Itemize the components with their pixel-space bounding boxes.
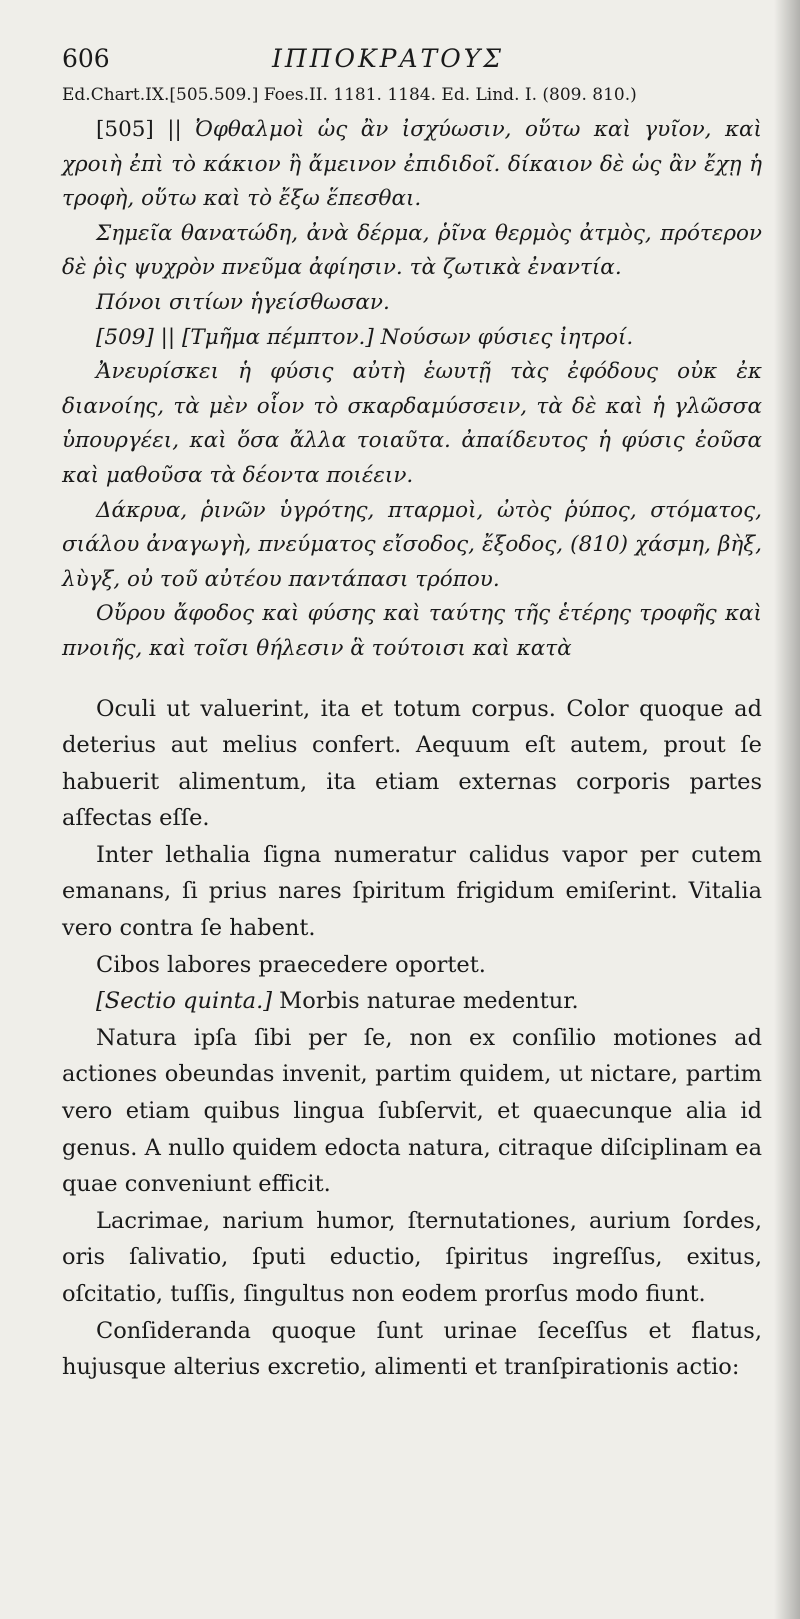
greek-paragraph: Δάκρυα, ῥινῶν ὑγρότης, πταρμοὶ, ὠτὸς ῥύπος, στόματος, σιάλου ἀναγωγὴ, πνεύματος εἴσοδος, ἔξοδος, (810) χάσμη, βὴξ, λὺγξ, οὐ τοῦ αὐτέου παντάπασι τρόπου. [62, 497, 762, 592]
greek-sentence: Νούσων φύσιες ἰητροί. [380, 324, 634, 350]
latin-sentence: Morbis naturae medentur. [279, 988, 579, 1015]
running-title: ΙΠΠΟΚΡΑΤΟΥΣ [272, 44, 504, 73]
greek-paragraph [62, 113, 762, 217]
section-marker: [505] || [96, 117, 182, 142]
latin-paragraph: Inter lethalia ſigna numeratur calidus vapor per cutem emanans, ſi prius nares ſpiritum frigidum emiſerint. Vitalia vero contra ſe habent. [62, 841, 762, 942]
latin-paragraph: Oculi ut valuerint, ita et totum corpus. Color quoque ad deterius aut melius confert. Aequum eſt autem, prout ſe habuerit alimentum, ita etiam externas corporis partes aſfectas eſſe. [62, 695, 762, 832]
greek-paragraph: Πόνοι σιτίων ἡγείσθωσαν. [96, 289, 390, 315]
greek-sentence: Ὀφθαλμοὶ ὡς ἂν ἰσχύωσιν, οὕτω καὶ γυῖον, καὶ χροιὴ ἐπὶ τὸ κάκιον ἢ ἄμεινον ἐπιδιδοῖ. δίκαιον δὲ ὡς ἂν ἔχῃ ἡ τροφὴ, οὕτω καὶ τὸ ἔξω ἕπεσθαι. [62, 117, 762, 212]
latin-paragraph: Lacrimae, narium humor, ſternutationes, aurium ſordes, oris ſalivatio, ſputi eductio, ſpiritus ingreſſus, exitus, oſcitatio, tuſſis, ſingultus non eodem prorſus modo fiunt. [62, 1207, 762, 1307]
page-header [62, 44, 762, 73]
page-number: 606 [62, 44, 110, 73]
greek-text [62, 113, 762, 667]
greek-paragraph: Σημεῖα θανατώδη, ἀνὰ δέρμα, ῥῖνα θερμὸς ἀτμὸς, πρότερον δὲ ῥὶς ψυχρὸν πνεῦμα ἀφίησιν. τὰ ζωτικὰ ἐναντία. [62, 220, 762, 281]
section-marker: [509] || [Τμῆμα πέμπτον.] [96, 324, 374, 350]
section-marker: [Sectio quinta.] [96, 988, 273, 1015]
greek-paragraph: Οὔρου ἄφοδος καὶ φύσης καὶ ταύτης τῆς ἑτέρης τροφῆς καὶ πνοιῆς, καὶ τοῖσι θήλεσιν ἃ τούτοισι καὶ κατὰ [62, 601, 762, 661]
latin-paragraph [62, 983, 762, 1020]
greek-paragraph [62, 321, 762, 356]
latin-translation [62, 691, 762, 1386]
greek-paragraph: Ἀνευρίσκει ἡ φύσις αὐτὴ ἑωυτῇ τὰς ἐφόδους οὐκ ἐκ διανοίης, τὰ μὲν οἷον τὸ σκαρδαμύσσειν, τὰ δὲ καὶ ἡ γλῶσσα ὑπουργέει, καὶ ὅσα ἄλλα τοιαῦτα. ἀπαίδευτος ἡ φύσις ἐοῦσα καὶ μαθοῦσα τὰ δέοντα ποιέειν. [62, 359, 762, 488]
latin-paragraph: Cibos labores praecedere oportet. [96, 951, 486, 978]
edition-reference: Ed.Chart.IX.[505.509.] Foes.II. 1181. 1184. Ed. Lind. I. (809. 810.) [62, 85, 637, 105]
latin-paragraph: Conſideranda quoque ſunt urinae ſeceſſus et flatus, hujusque alterius excretio, alimenti et tranſpirationis actio: [62, 1317, 762, 1381]
latin-paragraph: Natura ipſa ſibi per ſe, non ex conſilio motiones ad actiones obeundas invenit, partim quidem, ut nictare, partim vero etiam quibus lingua ſubſervit, et quaecunque alia id genus. A nullo quidem edocta natura, citraque diſciplinam ea quae conveniunt efficit. [62, 1024, 762, 1198]
